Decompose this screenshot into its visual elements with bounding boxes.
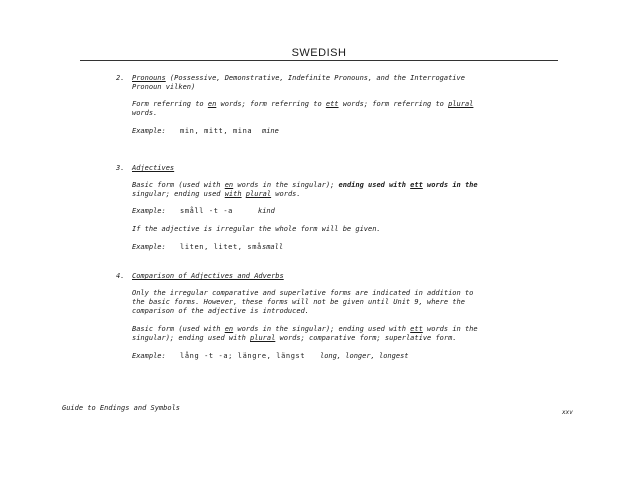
section-3-number: 3. [116, 164, 125, 172]
section-2-example-label: Example: [132, 127, 166, 135]
section-2-title: Pronouns [132, 74, 166, 82]
section-4-para2-line1: Basic form (used with en words in the singular); ending used with ett words in the [132, 325, 478, 333]
section-4-para1-line2: the basic forms. However, these forms will not be given until Unit 9, where the [132, 298, 465, 306]
section-3-para: Basic form (used with en words in the singular); ending used with ett words in the [132, 181, 478, 189]
section-4-para2-line2: singular); ending used with plural words; comparative form; superlative form. [132, 334, 457, 342]
section-3-example-gloss: kind [258, 207, 275, 215]
heading-rule [80, 60, 558, 61]
section-3-example2-gloss: small [262, 243, 284, 251]
section-4-example-words: lång -t -a; längre, längst [180, 352, 306, 360]
section-3-example-words: små̈ll -t -a [180, 207, 233, 215]
section-4-title: Comparison of Adjectives and Adverbs [132, 272, 284, 280]
section-3-note: If the adjective is irregular the whole form will be given. [132, 225, 381, 233]
section-2-example-words: min, mitt, mina [180, 127, 253, 135]
section-3-example2-words: liten, litet, små [180, 243, 262, 251]
footer-title: Guide to Endings and Symbols [62, 404, 181, 412]
section-2-title-rest: (Possessive, Demonstrative, Indefinite Pronouns, and the Interrogative [165, 74, 465, 82]
section-3-example-label: Example: [132, 207, 166, 215]
section-2-line2: Pronoun vilken) [132, 83, 196, 91]
section-3-para-line2: singular; ending used with plural words. [132, 190, 301, 198]
section-3-title: Adjectives [132, 164, 175, 172]
section-2-title-line [132, 74, 465, 83]
section-2-para: Form referring to en words; form referring to ett words; form referring to plural [132, 100, 474, 108]
section-4-number: 4. [116, 272, 125, 280]
page-heading: SWEDISH [291, 47, 347, 59]
section-4-para1-line3: comparison of the adjective is introduced. [132, 307, 310, 315]
section-2-para-line2: words. [132, 109, 158, 117]
section-2-example-gloss: mine [262, 127, 279, 135]
section-4-example-label: Example: [132, 352, 166, 360]
section-4-para1-line1: Only the irregular comparative and superlative forms are indicated in addition to [132, 289, 474, 297]
section-4-example-gloss: long, longer, longest [320, 352, 409, 360]
section-2-number: 2. [116, 74, 125, 82]
page-number: xxv [562, 409, 573, 416]
section-3-example2-label: Example: [132, 243, 166, 251]
